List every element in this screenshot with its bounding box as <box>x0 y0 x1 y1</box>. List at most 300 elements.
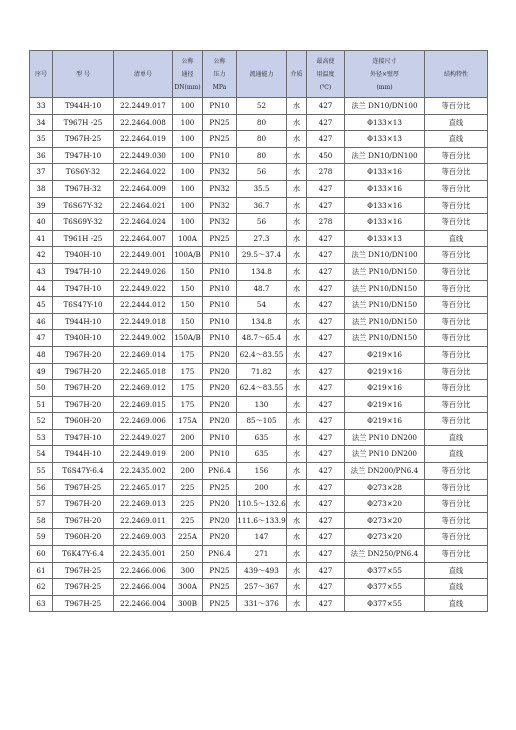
cell-conn: Φ133×16 <box>345 180 425 197</box>
column-header-medium <box>287 51 307 98</box>
cell-char: 等百分比 <box>425 346 488 363</box>
cell-medium: 水 <box>287 429 307 446</box>
cell-dn: 200 <box>173 446 203 463</box>
column-header-line: 连接尺寸 <box>372 57 397 65</box>
cell-temp: 427 <box>307 263 345 280</box>
cell-model: T967H-20 <box>53 363 114 380</box>
cell-cap: 56 <box>237 164 287 181</box>
cell-dn: 100A/B <box>173 247 203 264</box>
cell-medium: 水 <box>287 346 307 363</box>
cell-pn: PN20 <box>203 346 237 363</box>
cell-cap: 635 <box>237 446 287 463</box>
table-row <box>30 579 488 596</box>
cell-temp: 427 <box>307 98 345 115</box>
cell-pn: PN25 <box>203 595 237 612</box>
column-header-line: (℃) <box>319 83 332 91</box>
cell-char: 直线 <box>425 114 488 131</box>
cell-char: 等百分比 <box>425 164 488 181</box>
cell-seq: 37 <box>30 164 53 181</box>
cell-char: 直线 <box>425 429 488 446</box>
cell-model: T967H -25 <box>53 114 114 131</box>
cell-temp: 427 <box>307 297 345 314</box>
table-row <box>30 313 488 330</box>
cell-model: T6K47Y-6.4 <box>53 546 114 563</box>
cell-pn: PN10 <box>203 147 237 164</box>
cell-seq: 40 <box>30 214 53 231</box>
column-header-model <box>53 51 114 98</box>
cell-conn: Φ133×13 <box>345 131 425 148</box>
cell-conn: 法兰 PN10 DN200 <box>345 429 425 446</box>
column-header-char <box>425 51 488 98</box>
cell-pn: PN10 <box>203 263 237 280</box>
cell-cap: 80 <box>237 147 287 164</box>
cell-conn: 法兰 PN10/DN150 <box>345 280 425 297</box>
cell-list: 22.2464.024 <box>114 214 173 231</box>
cell-model: T6S6Y-32 <box>53 164 114 181</box>
cell-pn: PN10 <box>203 330 237 347</box>
cell-conn: Φ133×13 <box>345 114 425 131</box>
table-row <box>30 214 488 231</box>
cell-dn: 100 <box>173 114 203 131</box>
cell-cap: 331～376 <box>237 595 287 612</box>
cell-medium: 水 <box>287 446 307 463</box>
cell-conn: 法兰 DN200/PN6.4 <box>345 463 425 480</box>
cell-list: 22.2469.006 <box>114 413 173 430</box>
column-header-seq <box>30 51 53 98</box>
cell-pn: PN32 <box>203 197 237 214</box>
cell-dn: 100 <box>173 214 203 231</box>
cell-list: 22.2469.003 <box>114 529 173 546</box>
cell-model: T947H-10 <box>53 263 114 280</box>
cell-medium: 水 <box>287 197 307 214</box>
cell-seq: 63 <box>30 595 53 612</box>
cell-seq: 61 <box>30 562 53 579</box>
column-header-pn <box>203 51 237 98</box>
cell-pn: PN10 <box>203 446 237 463</box>
cell-seq: 47 <box>30 330 53 347</box>
cell-dn: 100A <box>173 230 203 247</box>
column-header-line: 通径 <box>181 70 194 78</box>
cell-model: T967H-25 <box>53 131 114 148</box>
column-header-line: 结构特性 <box>443 70 468 78</box>
cell-char: 等百分比 <box>425 363 488 380</box>
column-header-line: 压力 <box>213 70 226 78</box>
cell-temp: 427 <box>307 197 345 214</box>
cell-pn: PN25 <box>203 579 237 596</box>
column-header-dn <box>173 51 203 98</box>
cell-list: 22.2449.018 <box>114 313 173 330</box>
column-header-cap <box>237 51 287 98</box>
column-header-line: MPa <box>212 83 227 91</box>
cell-temp: 427 <box>307 380 345 397</box>
cell-model: T961H -25 <box>53 230 114 247</box>
cell-list: 22.2464.022 <box>114 164 173 181</box>
cell-temp: 427 <box>307 363 345 380</box>
table-row <box>30 595 488 612</box>
table-row <box>30 546 488 563</box>
table-row <box>30 346 488 363</box>
cell-seq: 52 <box>30 413 53 430</box>
cell-char: 等百分比 <box>425 263 488 280</box>
cell-dn: 150 <box>173 297 203 314</box>
cell-dn: 300B <box>173 595 203 612</box>
cell-dn: 175A <box>173 413 203 430</box>
cell-seq: 51 <box>30 396 53 413</box>
cell-seq: 62 <box>30 579 53 596</box>
table-row <box>30 463 488 480</box>
cell-char: 等百分比 <box>425 546 488 563</box>
cell-temp: 427 <box>307 546 345 563</box>
cell-model: T960H-20 <box>53 529 114 546</box>
cell-temp: 427 <box>307 595 345 612</box>
cell-model: T967H-20 <box>53 396 114 413</box>
cell-medium: 水 <box>287 479 307 496</box>
cell-list: 22.2449.017 <box>114 98 173 115</box>
table-row <box>30 280 488 297</box>
column-header-line: 公称 <box>213 57 226 65</box>
table-row <box>30 197 488 214</box>
cell-medium: 水 <box>287 263 307 280</box>
cell-model: T967H-20 <box>53 346 114 363</box>
cell-conn: 法兰 PN10/DN150 <box>345 330 425 347</box>
cell-model: T947H-10 <box>53 280 114 297</box>
cell-list: 22.2435.002 <box>114 463 173 480</box>
cell-list: 22.2464.021 <box>114 197 173 214</box>
cell-seq: 49 <box>30 363 53 380</box>
cell-dn: 100 <box>173 131 203 148</box>
cell-medium: 水 <box>287 380 307 397</box>
cell-cap: 36.7 <box>237 197 287 214</box>
cell-dn: 100 <box>173 147 203 164</box>
cell-temp: 427 <box>307 512 345 529</box>
cell-conn: 法兰 DN10/DN100 <box>345 147 425 164</box>
cell-temp: 427 <box>307 280 345 297</box>
cell-conn: Φ219×16 <box>345 380 425 397</box>
cell-cap: 85～105 <box>237 413 287 430</box>
table-row <box>30 230 488 247</box>
column-header-line: 清单号 <box>133 70 152 78</box>
cell-char: 等百分比 <box>425 479 488 496</box>
cell-pn: PN25 <box>203 562 237 579</box>
cell-model: T967H-25 <box>53 579 114 596</box>
cell-dn: 150 <box>173 263 203 280</box>
cell-list: 22.2469.013 <box>114 496 173 513</box>
cell-pn: PN10 <box>203 297 237 314</box>
cell-pn: PN10 <box>203 98 237 115</box>
cell-cap: 635 <box>237 429 287 446</box>
cell-conn: Φ377×55 <box>345 595 425 612</box>
cell-medium: 水 <box>287 546 307 563</box>
cell-seq: 45 <box>30 297 53 314</box>
cell-cap: 439～493 <box>237 562 287 579</box>
cell-temp: 450 <box>307 147 345 164</box>
cell-seq: 42 <box>30 247 53 264</box>
cell-pn: PN6.4 <box>203 546 237 563</box>
cell-list: 22.2435.001 <box>114 546 173 563</box>
cell-pn: PN10 <box>203 247 237 264</box>
cell-cap: 271 <box>237 546 287 563</box>
cell-char: 等百分比 <box>425 147 488 164</box>
cell-char: 直线 <box>425 131 488 148</box>
cell-dn: 250 <box>173 546 203 563</box>
cell-seq: 41 <box>30 230 53 247</box>
cell-conn: Φ219×16 <box>345 346 425 363</box>
cell-list: 22.2466.004 <box>114 579 173 596</box>
table-row <box>30 429 488 446</box>
cell-pn: PN20 <box>203 380 237 397</box>
cell-cap: 54 <box>237 297 287 314</box>
cell-char: 等百分比 <box>425 380 488 397</box>
cell-char: 等百分比 <box>425 180 488 197</box>
cell-list: 22.2449.027 <box>114 429 173 446</box>
cell-pn: PN6.4 <box>203 463 237 480</box>
cell-conn: Φ377×55 <box>345 562 425 579</box>
table-row <box>30 446 488 463</box>
table-row <box>30 396 488 413</box>
cell-cap: 35.5 <box>237 180 287 197</box>
cell-char: 等百分比 <box>425 98 488 115</box>
cell-dn: 100 <box>173 98 203 115</box>
cell-medium: 水 <box>287 579 307 596</box>
cell-dn: 225 <box>173 512 203 529</box>
cell-list: 22.2465.018 <box>114 363 173 380</box>
cell-cap: 62.4～83.55 <box>237 380 287 397</box>
cell-char: 等百分比 <box>425 330 488 347</box>
cell-medium: 水 <box>287 131 307 148</box>
cell-medium: 水 <box>287 164 307 181</box>
cell-pn: PN25 <box>203 479 237 496</box>
cell-dn: 100 <box>173 180 203 197</box>
cell-conn: Φ273×20 <box>345 529 425 546</box>
cell-list: 22.2469.011 <box>114 512 173 529</box>
column-header-line: 最高使 <box>316 57 335 65</box>
cell-char: 等百分比 <box>425 512 488 529</box>
cell-conn: Φ133×16 <box>345 164 425 181</box>
valve-spec-table <box>29 50 488 612</box>
cell-medium: 水 <box>287 496 307 513</box>
cell-char: 等百分比 <box>425 214 488 231</box>
cell-char: 等百分比 <box>425 297 488 314</box>
cell-pn: PN20 <box>203 529 237 546</box>
cell-char: 等百分比 <box>425 396 488 413</box>
cell-cap: 147 <box>237 529 287 546</box>
cell-dn: 175 <box>173 363 203 380</box>
table-row <box>30 247 488 264</box>
column-header-list <box>114 51 173 98</box>
cell-pn: PN10 <box>203 429 237 446</box>
cell-model: T967H-25 <box>53 479 114 496</box>
cell-conn: 法兰 DN10/DN100 <box>345 247 425 264</box>
cell-seq: 33 <box>30 98 53 115</box>
cell-temp: 427 <box>307 230 345 247</box>
cell-model: T940H-10 <box>53 330 114 347</box>
table-row <box>30 297 488 314</box>
cell-seq: 43 <box>30 263 53 280</box>
cell-char: 等百分比 <box>425 313 488 330</box>
cell-seq: 59 <box>30 529 53 546</box>
table-row <box>30 114 488 131</box>
cell-pn: PN25 <box>203 114 237 131</box>
cell-list: 22.2464.008 <box>114 114 173 131</box>
cell-cap: 80 <box>237 114 287 131</box>
cell-medium: 水 <box>287 512 307 529</box>
cell-cap: 200 <box>237 479 287 496</box>
cell-model: T967H-25 <box>53 595 114 612</box>
cell-cap: 56 <box>237 214 287 231</box>
table-row <box>30 164 488 181</box>
table-row <box>30 98 488 115</box>
cell-seq: 38 <box>30 180 53 197</box>
cell-conn: 法兰 PN10/DN150 <box>345 263 425 280</box>
cell-temp: 427 <box>307 496 345 513</box>
cell-seq: 48 <box>30 346 53 363</box>
cell-seq: 34 <box>30 114 53 131</box>
cell-seq: 46 <box>30 313 53 330</box>
table-row <box>30 263 488 280</box>
table-header-row <box>30 51 488 98</box>
cell-temp: 427 <box>307 413 345 430</box>
cell-list: 22.2449.030 <box>114 147 173 164</box>
cell-model: T947H-10 <box>53 147 114 164</box>
cell-temp: 427 <box>307 330 345 347</box>
cell-cap: 130 <box>237 396 287 413</box>
cell-model: T967H-20 <box>53 496 114 513</box>
column-header-line: 用温度 <box>316 70 335 78</box>
cell-cap: 48.7～65.4 <box>237 330 287 347</box>
cell-list: 22.2449.022 <box>114 280 173 297</box>
cell-temp: 427 <box>307 562 345 579</box>
cell-medium: 水 <box>287 98 307 115</box>
cell-dn: 225 <box>173 496 203 513</box>
cell-medium: 水 <box>287 396 307 413</box>
cell-medium: 水 <box>287 413 307 430</box>
cell-medium: 水 <box>287 180 307 197</box>
cell-dn: 300 <box>173 562 203 579</box>
cell-medium: 水 <box>287 330 307 347</box>
cell-conn: Φ133×16 <box>345 214 425 231</box>
column-header-line: 介质 <box>290 70 303 78</box>
cell-cap: 134.8 <box>237 313 287 330</box>
cell-dn: 225 <box>173 479 203 496</box>
cell-cap: 134.8 <box>237 263 287 280</box>
cell-temp: 427 <box>307 247 345 264</box>
cell-list: 22.2466.006 <box>114 562 173 579</box>
cell-conn: Φ133×16 <box>345 197 425 214</box>
cell-char: 直线 <box>425 562 488 579</box>
cell-conn: Φ219×16 <box>345 413 425 430</box>
cell-conn: 法兰 PN10 DN200 <box>345 446 425 463</box>
cell-dn: 175 <box>173 396 203 413</box>
cell-cap: 110.5～132.6 <box>237 496 287 513</box>
cell-pn: PN10 <box>203 280 237 297</box>
cell-seq: 60 <box>30 546 53 563</box>
cell-pn: PN32 <box>203 164 237 181</box>
cell-seq: 44 <box>30 280 53 297</box>
cell-dn: 100 <box>173 164 203 181</box>
cell-temp: 427 <box>307 463 345 480</box>
cell-medium: 水 <box>287 562 307 579</box>
cell-conn: Φ219×16 <box>345 363 425 380</box>
cell-char: 直线 <box>425 595 488 612</box>
cell-list: 22.2444.012 <box>114 297 173 314</box>
column-header-temp <box>307 51 345 98</box>
cell-char: 直线 <box>425 446 488 463</box>
cell-temp: 278 <box>307 164 345 181</box>
cell-temp: 427 <box>307 446 345 463</box>
cell-cap: 111.6～133.9 <box>237 512 287 529</box>
cell-model: T967H-32 <box>53 180 114 197</box>
cell-cap: 52 <box>237 98 287 115</box>
cell-conn: 法兰 PN10/DN150 <box>345 297 425 314</box>
cell-model: T947H-10 <box>53 429 114 446</box>
table-row <box>30 479 488 496</box>
cell-seq: 54 <box>30 446 53 463</box>
cell-char: 等百分比 <box>425 413 488 430</box>
cell-pn: PN32 <box>203 214 237 231</box>
column-header-line: 流通能力 <box>249 70 274 78</box>
cell-seq: 57 <box>30 496 53 513</box>
cell-list: 22.2465.017 <box>114 479 173 496</box>
table-row <box>30 330 488 347</box>
cell-pn: PN10 <box>203 313 237 330</box>
cell-conn: Φ273×20 <box>345 512 425 529</box>
cell-pn: PN20 <box>203 512 237 529</box>
cell-conn: 法兰 DN10/DN100 <box>345 98 425 115</box>
cell-medium: 水 <box>287 114 307 131</box>
cell-cap: 27.3 <box>237 230 287 247</box>
cell-temp: 427 <box>307 579 345 596</box>
cell-seq: 50 <box>30 380 53 397</box>
cell-dn: 100 <box>173 197 203 214</box>
cell-medium: 水 <box>287 230 307 247</box>
table-row <box>30 180 488 197</box>
cell-conn: 法兰 PN10/DN150 <box>345 313 425 330</box>
cell-list: 22.2449.002 <box>114 330 173 347</box>
cell-model: T967H-25 <box>53 562 114 579</box>
cell-conn: Φ377×55 <box>345 579 425 596</box>
column-header-conn <box>345 51 425 98</box>
cell-temp: 278 <box>307 214 345 231</box>
cell-dn: 175 <box>173 380 203 397</box>
cell-cap: 29.5～37.4 <box>237 247 287 264</box>
cell-cap: 257～367 <box>237 579 287 596</box>
cell-temp: 427 <box>307 396 345 413</box>
cell-list: 22.2449.019 <box>114 446 173 463</box>
cell-cap: 48.7 <box>237 280 287 297</box>
cell-seq: 56 <box>30 479 53 496</box>
cell-model: T967H-20 <box>53 512 114 529</box>
cell-cap: 62.4～83.55 <box>237 346 287 363</box>
cell-list: 22.2464.007 <box>114 230 173 247</box>
cell-seq: 58 <box>30 512 53 529</box>
cell-dn: 200 <box>173 463 203 480</box>
cell-model: T944H-10 <box>53 446 114 463</box>
cell-model: T940H-10 <box>53 247 114 264</box>
cell-model: T6S69Y-32 <box>53 214 114 231</box>
table-row <box>30 147 488 164</box>
table-body <box>30 98 488 612</box>
cell-dn: 150 <box>173 280 203 297</box>
cell-dn: 300A <box>173 579 203 596</box>
cell-medium: 水 <box>287 463 307 480</box>
cell-model: T944H-10 <box>53 313 114 330</box>
table-row <box>30 131 488 148</box>
table-row <box>30 380 488 397</box>
cell-dn: 200 <box>173 429 203 446</box>
cell-seq: 39 <box>30 197 53 214</box>
cell-pn: PN20 <box>203 363 237 380</box>
cell-pn: PN32 <box>203 180 237 197</box>
